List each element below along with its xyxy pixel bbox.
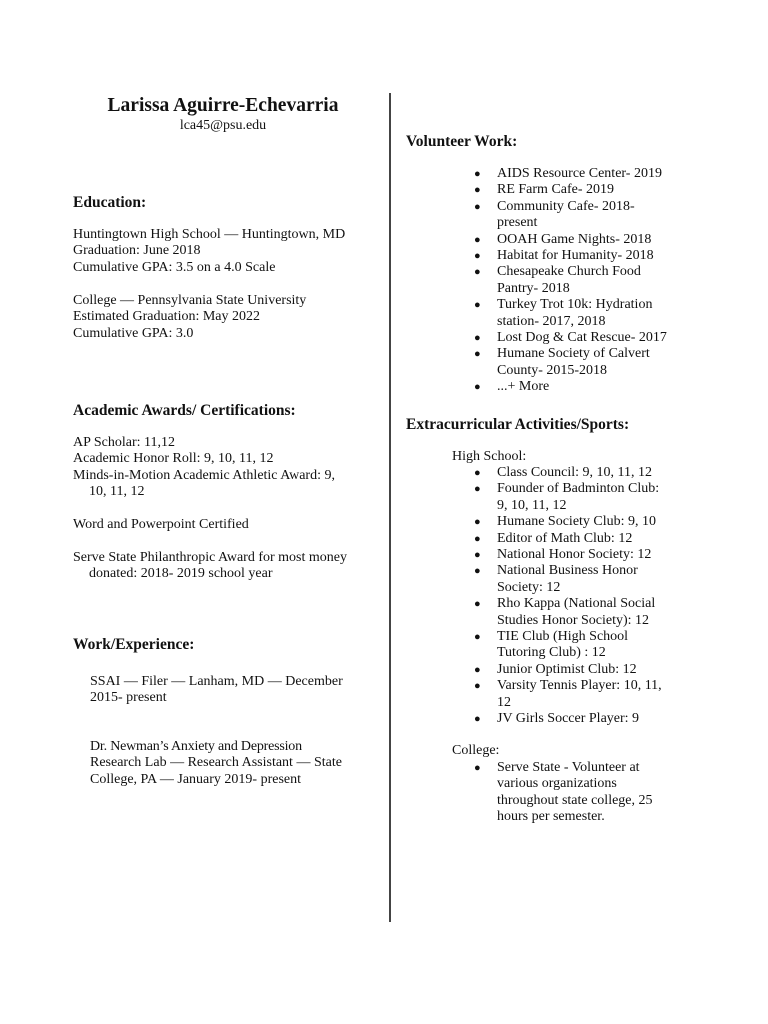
activity-item bbox=[473, 563, 703, 596]
activity-item-text: National Business Honor bbox=[497, 563, 638, 579]
college-label: College: bbox=[452, 743, 500, 758]
education-line: Graduation: June 2018 bbox=[73, 243, 201, 259]
activity-item-text: Founder of Badminton Club: bbox=[497, 481, 660, 497]
extracurricular-heading: Extracurricular Activities/Sports: bbox=[406, 416, 630, 433]
activity-item bbox=[473, 481, 703, 514]
volunteer-item-text: present bbox=[497, 215, 538, 231]
bullet-icon: ● bbox=[474, 381, 481, 394]
bullet-icon: ● bbox=[474, 250, 481, 263]
volunteer-heading: Volunteer Work: bbox=[406, 133, 518, 150]
volunteer-item-text: ...+ More bbox=[497, 379, 550, 395]
bullet-icon: ● bbox=[474, 762, 481, 774]
awards-heading: Academic Awards/ Certifications: bbox=[73, 402, 296, 419]
bullet-icon: ● bbox=[474, 663, 481, 676]
college-activity-item-text: hours per semester. bbox=[497, 809, 605, 825]
volunteer-item bbox=[473, 199, 703, 232]
college-activity-item-text: Serve State - Volunteer at bbox=[497, 760, 640, 775]
volunteer-item bbox=[473, 166, 703, 182]
activity-item-text: Studies Honor Society): 12 bbox=[497, 612, 650, 628]
bullet-icon: ● bbox=[474, 483, 481, 496]
award-line: Minds-in-Motion Academic Athletic Award: 9, bbox=[73, 467, 335, 483]
college-activity-item bbox=[473, 760, 703, 826]
activity-item bbox=[473, 662, 703, 678]
college-activity-item-text: various organizations bbox=[497, 776, 617, 792]
bullet-icon: ● bbox=[474, 680, 481, 693]
volunteer-item-text: Community Cafe- 2018- bbox=[497, 198, 635, 214]
award-serve-state bbox=[73, 550, 347, 583]
education-line: Estimated Graduation: May 2022 bbox=[73, 309, 261, 325]
education-high-school bbox=[73, 227, 345, 276]
activity-item-text: Junior Optimist Club: 12 bbox=[497, 661, 637, 677]
volunteer-item bbox=[473, 297, 703, 330]
award-line: Word and Powerpoint Certified bbox=[73, 517, 249, 532]
activity-item bbox=[473, 514, 703, 530]
activity-item-text: Society: 12 bbox=[497, 579, 561, 595]
volunteer-item-text: RE Farm Cafe- 2019 bbox=[497, 182, 615, 198]
high-school-label: High School: bbox=[452, 449, 527, 464]
activity-item bbox=[473, 531, 703, 547]
volunteer-item-text: County- 2015-2018 bbox=[497, 362, 608, 378]
activity-item-text: Class Council: 9, 10, 11, 12 bbox=[497, 465, 653, 480]
work-line: 2015- present bbox=[90, 690, 167, 706]
bullet-icon: ● bbox=[474, 168, 481, 180]
education-line: Cumulative GPA: 3.5 on a 4.0 Scale bbox=[73, 259, 276, 275]
bullet-icon: ● bbox=[474, 299, 481, 312]
bullet-icon: ● bbox=[474, 532, 481, 545]
resume-name: Larissa Aguirre-Echevarria bbox=[107, 95, 339, 116]
bullet-icon: ● bbox=[474, 332, 481, 345]
work-heading: Work/Experience: bbox=[73, 636, 195, 653]
award-certified bbox=[73, 517, 249, 533]
activity-item bbox=[473, 547, 703, 563]
activity-item-text: Varsity Tennis Player: 10, 11, bbox=[497, 678, 662, 694]
bullet-icon: ● bbox=[474, 516, 481, 529]
work-line: Research Lab — Research Assistant — State bbox=[90, 755, 342, 771]
volunteer-item bbox=[473, 182, 703, 198]
volunteer-item bbox=[473, 330, 703, 346]
bullet-icon: ● bbox=[474, 467, 481, 479]
education-heading: Education: bbox=[73, 194, 147, 211]
activity-item-text: TIE Club (High School bbox=[497, 629, 629, 645]
bullet-icon: ● bbox=[474, 266, 481, 279]
award-line: AP Scholar: 11,12 bbox=[73, 435, 176, 450]
work-job-ssai bbox=[90, 674, 343, 707]
award-line: 10, 11, 12 bbox=[89, 484, 145, 500]
volunteer-item-text: Pantry- 2018 bbox=[497, 280, 570, 296]
volunteer-item-text: Habitat for Humanity- 2018 bbox=[497, 248, 654, 264]
education-line: Cumulative GPA: 3.0 bbox=[73, 325, 194, 341]
work-line: SSAI — Filer — Lanham, MD — December bbox=[90, 674, 343, 689]
activity-item-text: Editor of Math Club: 12 bbox=[497, 530, 633, 546]
bullet-icon: ● bbox=[474, 348, 481, 361]
work-line: Dr. Newman’s Anxiety and Depression bbox=[90, 739, 302, 754]
bullet-icon: ● bbox=[474, 631, 481, 644]
high-school-activities-list bbox=[473, 465, 703, 728]
volunteer-item bbox=[473, 264, 703, 297]
activity-item-text: JV Girls Soccer Player: 9 bbox=[497, 711, 640, 727]
activity-item-text: 12 bbox=[497, 694, 511, 710]
award-line: donated: 2018- 2019 school year bbox=[89, 566, 273, 582]
work-job-lab bbox=[90, 739, 342, 788]
award-line: Serve State Philanthropic Award for most money bbox=[73, 550, 347, 565]
education-line: Huntingtown High School — Huntingtown, MD bbox=[73, 227, 346, 242]
activity-item bbox=[473, 596, 703, 629]
activity-item bbox=[473, 465, 703, 481]
activity-item-text: 9, 10, 11, 12 bbox=[497, 497, 567, 513]
awards-list bbox=[73, 435, 335, 501]
bullet-icon: ● bbox=[474, 598, 481, 611]
volunteer-item-text: AIDS Resource Center- 2019 bbox=[497, 166, 662, 181]
volunteer-item-text: OOAH Game Nights- 2018 bbox=[497, 231, 652, 247]
volunteer-item-text: Humane Society of Calvert bbox=[497, 346, 650, 362]
volunteer-item bbox=[473, 232, 703, 248]
activity-item-text: Tutoring Club) : 12 bbox=[497, 645, 606, 661]
bullet-icon: ● bbox=[474, 713, 481, 726]
volunteer-item-text: station- 2017, 2018 bbox=[497, 313, 606, 329]
activity-item-text: National Honor Society: 12 bbox=[497, 547, 652, 563]
volunteer-item-text: Turkey Trot 10k: Hydration bbox=[497, 297, 653, 313]
education-college bbox=[73, 293, 306, 342]
volunteer-item bbox=[473, 346, 703, 379]
college-activity-item-text: throughout state college, 25 bbox=[497, 792, 653, 808]
volunteer-list bbox=[473, 166, 703, 396]
bullet-icon: ● bbox=[474, 184, 481, 197]
bullet-icon: ● bbox=[474, 549, 481, 562]
column-divider bbox=[389, 93, 391, 922]
activity-item bbox=[473, 678, 703, 711]
activity-item bbox=[473, 711, 703, 727]
resume-email: lca45@psu.edu bbox=[179, 118, 267, 133]
volunteer-item-text: Lost Dog & Cat Rescue- 2017 bbox=[497, 330, 667, 346]
volunteer-item bbox=[473, 379, 703, 395]
volunteer-item bbox=[473, 248, 703, 264]
bullet-icon: ● bbox=[474, 200, 481, 213]
activity-item-text: Rho Kappa (National Social bbox=[497, 596, 656, 612]
bullet-icon: ● bbox=[474, 233, 481, 246]
work-line: College, PA — January 2019- present bbox=[90, 771, 302, 787]
bullet-icon: ● bbox=[474, 565, 481, 578]
college-activities-list bbox=[473, 760, 703, 826]
activity-item-text: Humane Society Club: 9, 10 bbox=[497, 514, 657, 530]
education-line: College — Pennsylvania State University bbox=[73, 293, 307, 308]
activity-item bbox=[473, 629, 703, 662]
volunteer-item-text: Chesapeake Church Food bbox=[497, 264, 641, 280]
award-line: Academic Honor Roll: 9, 10, 11, 12 bbox=[73, 451, 274, 467]
